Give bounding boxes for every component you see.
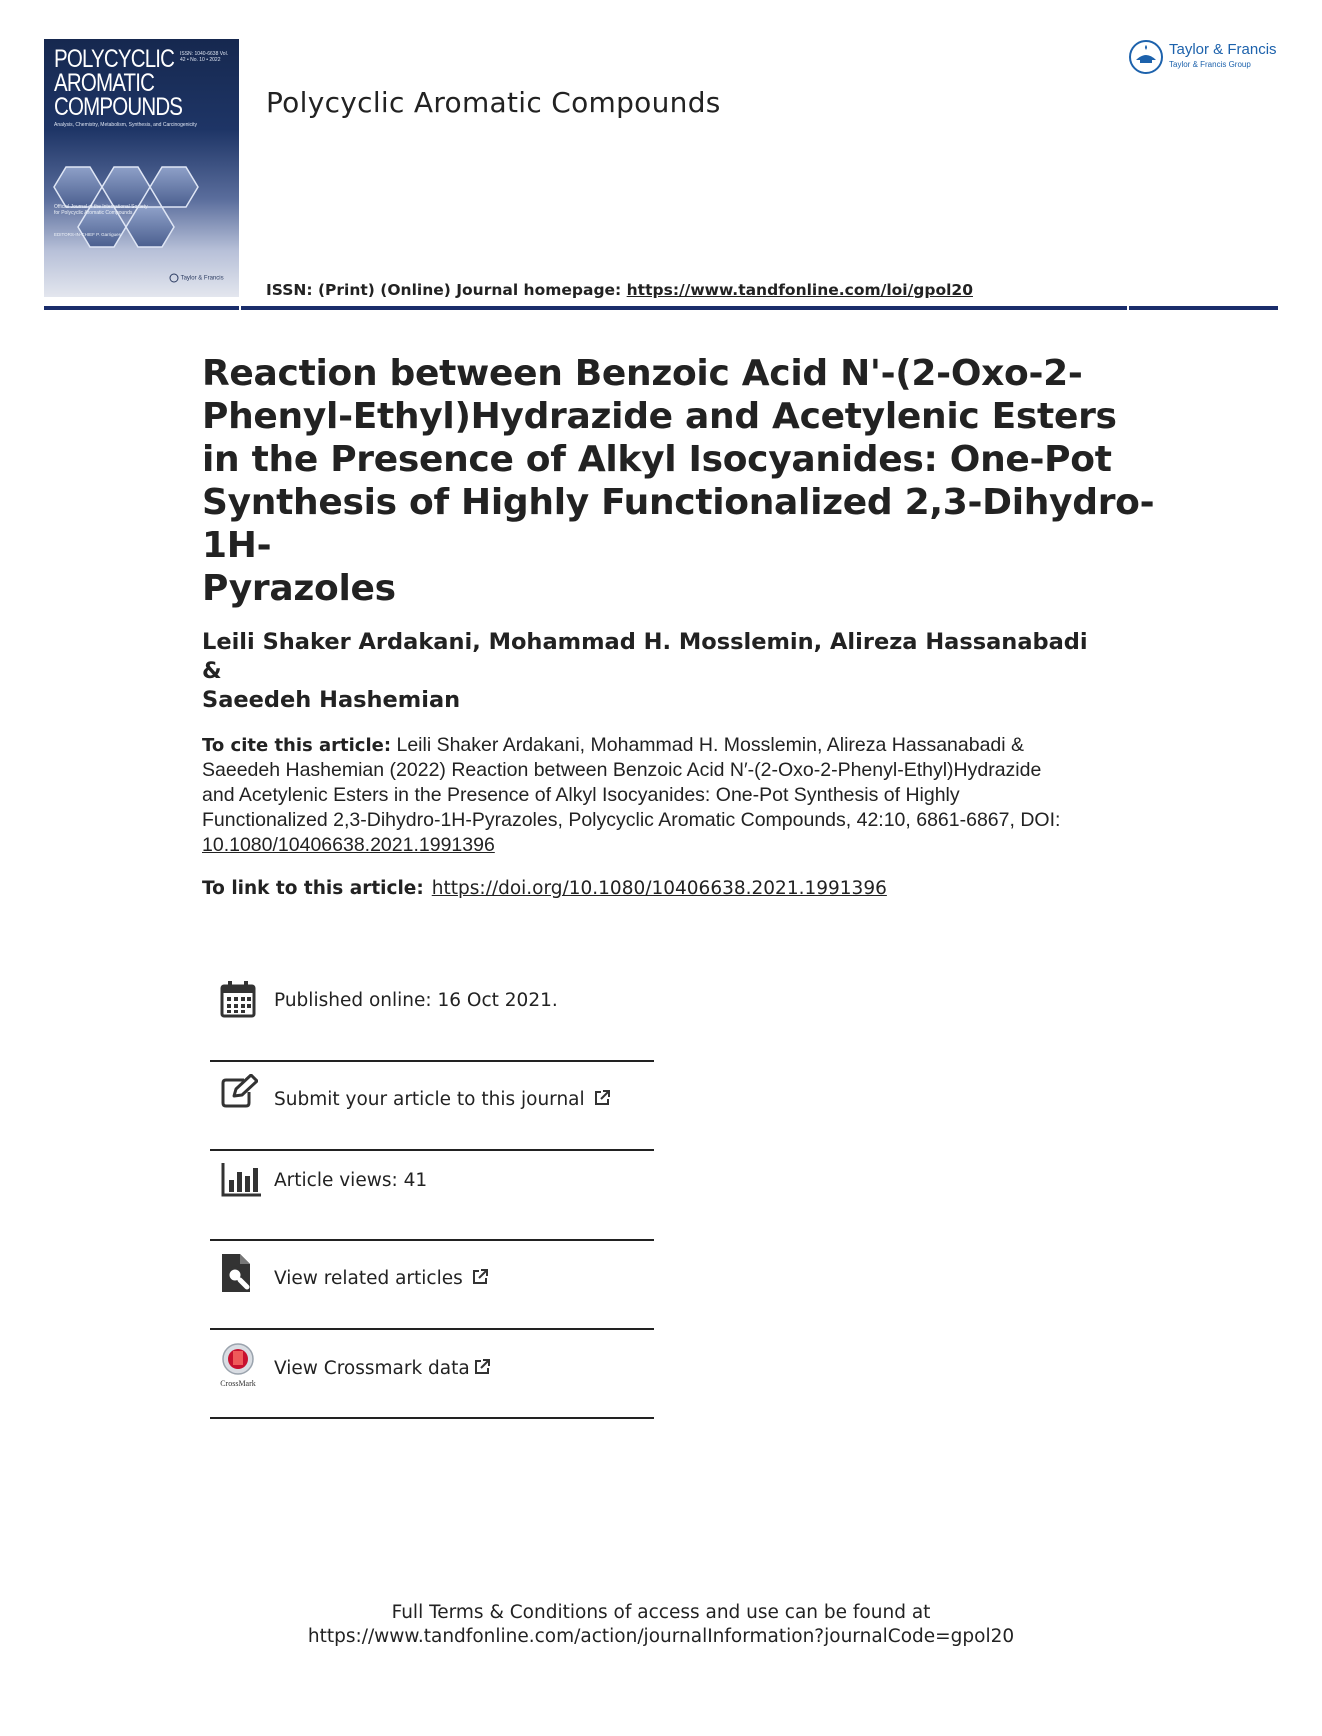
related-articles-link[interactable]: [274, 1268, 489, 1289]
journal-homepage-link[interactable]: https://www.tandfonline.com/loi/gpol20: [626, 281, 973, 299]
authors-line: Saeedeh Hashemian: [202, 687, 461, 713]
divider-gap: [1127, 306, 1129, 310]
external-link-icon: [593, 1089, 611, 1107]
citation-label: To cite this article:: [202, 735, 392, 756]
crossmark-link[interactable]: [274, 1358, 491, 1379]
calendar-icon: [220, 980, 256, 1018]
footer-terms: [0, 1601, 1322, 1649]
submit-article-row[interactable]: [210, 1074, 654, 1114]
citation-block: [202, 733, 1142, 858]
divider-gap: [239, 306, 241, 310]
submit-article-link[interactable]: [274, 1089, 611, 1110]
crossmark-label: View Crossmark data: [274, 1358, 470, 1379]
title-line: Synthesis of Highly Functionalized 2,3-Dihydro-1H-: [202, 482, 1155, 566]
info-divider: [210, 1328, 654, 1330]
external-link-icon: [473, 1358, 491, 1376]
title-line: Pyrazoles: [202, 568, 396, 609]
bar-chart-icon: [220, 1162, 262, 1198]
info-divider: [210, 1149, 654, 1151]
related-articles-label: View related articles: [274, 1268, 463, 1289]
crossmark-badge-label: CrossMark: [220, 1379, 256, 1388]
citation-line: Leili Shaker Ardakani, Mohammad H. Mosslemin, Alireza Hassanabadi &: [391, 734, 1025, 756]
journal-cover-image: [44, 39, 239, 297]
crossmark-icon: [218, 1342, 258, 1388]
footer-terms-link[interactable]: https://www.tandfonline.com/action/journalInformation?journalCode=gpol20: [307, 1626, 1015, 1647]
cover-official-text: Official Journal of the International Society for Polycyclic Aromatic Compounds: [54, 204, 148, 216]
cover-issn: ISSN: 1040-6638 Vol. 42 • No. 10 • 2022: [180, 51, 229, 63]
citation-line: and Acetylenic Esters in the Presence of Alkyl Isocyanides: One-Pot Synthesis of Highly: [202, 784, 960, 806]
cover-title-line: COMPOUNDS: [54, 93, 183, 121]
article-doi-link[interactable]: https://doi.org/10.1080/10406638.2021.1991396: [431, 878, 887, 899]
published-online-row: [210, 980, 654, 1020]
title-line: in the Presence of Alkyl Isocyanides: One-Pot: [202, 439, 1112, 480]
title-line: Reaction between Benzoic Acid N'-(2-Oxo-2-: [202, 353, 1083, 394]
article-link-line: [202, 878, 887, 899]
cover-title: [54, 45, 183, 121]
cover-editor-text: EDITORS-IN-CHIEF P. Garrigues: [54, 232, 121, 237]
published-date: Published online: 16 Oct 2021.: [274, 990, 558, 1011]
cover-publisher-label: Taylor & Francis: [180, 275, 224, 282]
article-title: [202, 352, 1162, 610]
external-link-icon: [471, 1268, 489, 1286]
submit-article-label: Submit your article to this journal: [274, 1089, 585, 1110]
citation-line: Functionalized 2,3-Dihydro-1H-Pyrazoles, Polycyclic Aromatic Compounds, 42:10, 6861-6867, DOI:: [202, 809, 1061, 831]
document-search-icon: [220, 1252, 254, 1294]
article-link-label: To link to this article:: [202, 878, 424, 899]
citation-line: Saeedeh Hashemian (2022) Reaction between Benzoic Acid N′-(2-Oxo-2-Phenyl-Ethyl)Hydrazide: [202, 759, 1042, 781]
publisher-logo[interactable]: [1127, 38, 1307, 78]
article-authors: [202, 628, 1102, 715]
publisher-mini-icon: [169, 273, 179, 283]
edit-icon: [220, 1074, 258, 1110]
cover-title-line: POLYCYCLIC: [54, 45, 175, 73]
article-views-count: Article views: 41: [274, 1170, 428, 1191]
related-articles-row[interactable]: [210, 1252, 654, 1298]
crossmark-row[interactable]: [210, 1342, 654, 1388]
title-line: Phenyl-Ethyl)Hydrazide and Acetylenic Esters: [202, 396, 1117, 437]
publisher-logo-group: Taylor & Francis Group: [1169, 60, 1251, 69]
info-divider: [210, 1239, 654, 1241]
footer-line: Full Terms & Conditions of access and use can be found at: [391, 1602, 931, 1623]
info-divider: [210, 1417, 654, 1419]
header-divider: [44, 306, 1278, 310]
article-views-row: [210, 1162, 654, 1202]
info-divider: [210, 1060, 654, 1062]
cover-publisher: [169, 273, 239, 283]
cover-title-line: AROMATIC: [54, 69, 155, 97]
authors-line: Leili Shaker Ardakani, Mohammad H. Mosslemin, Alireza Hassanabadi &: [202, 629, 1088, 684]
citation-doi-link[interactable]: 10.1080/10406638.2021.1991396: [202, 834, 495, 856]
cover-subtitle: Analysis, Chemistry, Metabolism, Synthesis, and Carcinogenicity: [54, 122, 198, 128]
publisher-logo-name: Taylor & Francis: [1169, 41, 1277, 58]
journal-name: Polycyclic Aromatic Compounds: [266, 86, 721, 119]
issn-label: ISSN: (Print) (Online) Journal homepage:: [266, 281, 627, 299]
taylor-francis-lamp-icon: [1127, 38, 1165, 76]
issn-homepage-line: [266, 281, 973, 299]
